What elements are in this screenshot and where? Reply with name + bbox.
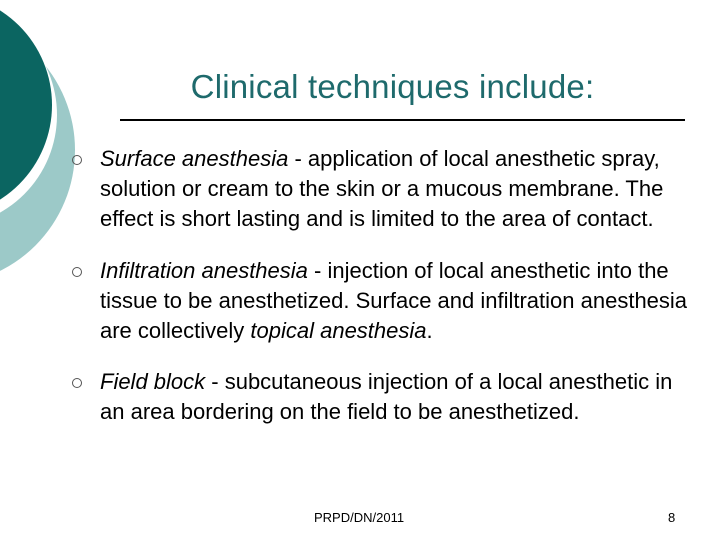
page-number: 8	[668, 510, 676, 525]
bullet-surface-anesthesia	[72, 144, 697, 234]
bullet-end: .	[426, 318, 433, 343]
bullet-field-block	[72, 367, 697, 427]
bullet-term: Surface anesthesia	[100, 146, 289, 171]
bullet-term: Infiltration anesthesia	[100, 258, 308, 283]
hollow-bullet-icon	[72, 378, 82, 388]
bullet-text: - application of local anesthetic spray, solution or cream to the skin or a mucous membrane. The effect is short lasting and is limited to the area of contact.	[100, 146, 664, 231]
bullet-term: Field block	[100, 369, 206, 394]
title-underline	[120, 119, 685, 121]
bullet-list	[72, 144, 697, 427]
bullet-text: - subcutaneous injection of a local anesthetic in an area bordering on the field to be anesthetized.	[100, 369, 673, 424]
slide-title: Clinical techniques include:	[190, 68, 595, 105]
bullet-infiltration-anesthesia	[72, 256, 697, 346]
bullet-text: - injection of local anesthetic into the tissue to be anesthetized. Surface and infiltration anesthesia are collectively	[100, 258, 688, 343]
hollow-bullet-icon	[72, 155, 82, 165]
bullet-emphasis: topical anesthesia	[250, 318, 427, 343]
footer-text: PRPD/DN/2011	[314, 510, 405, 525]
hollow-bullet-icon	[72, 267, 82, 277]
